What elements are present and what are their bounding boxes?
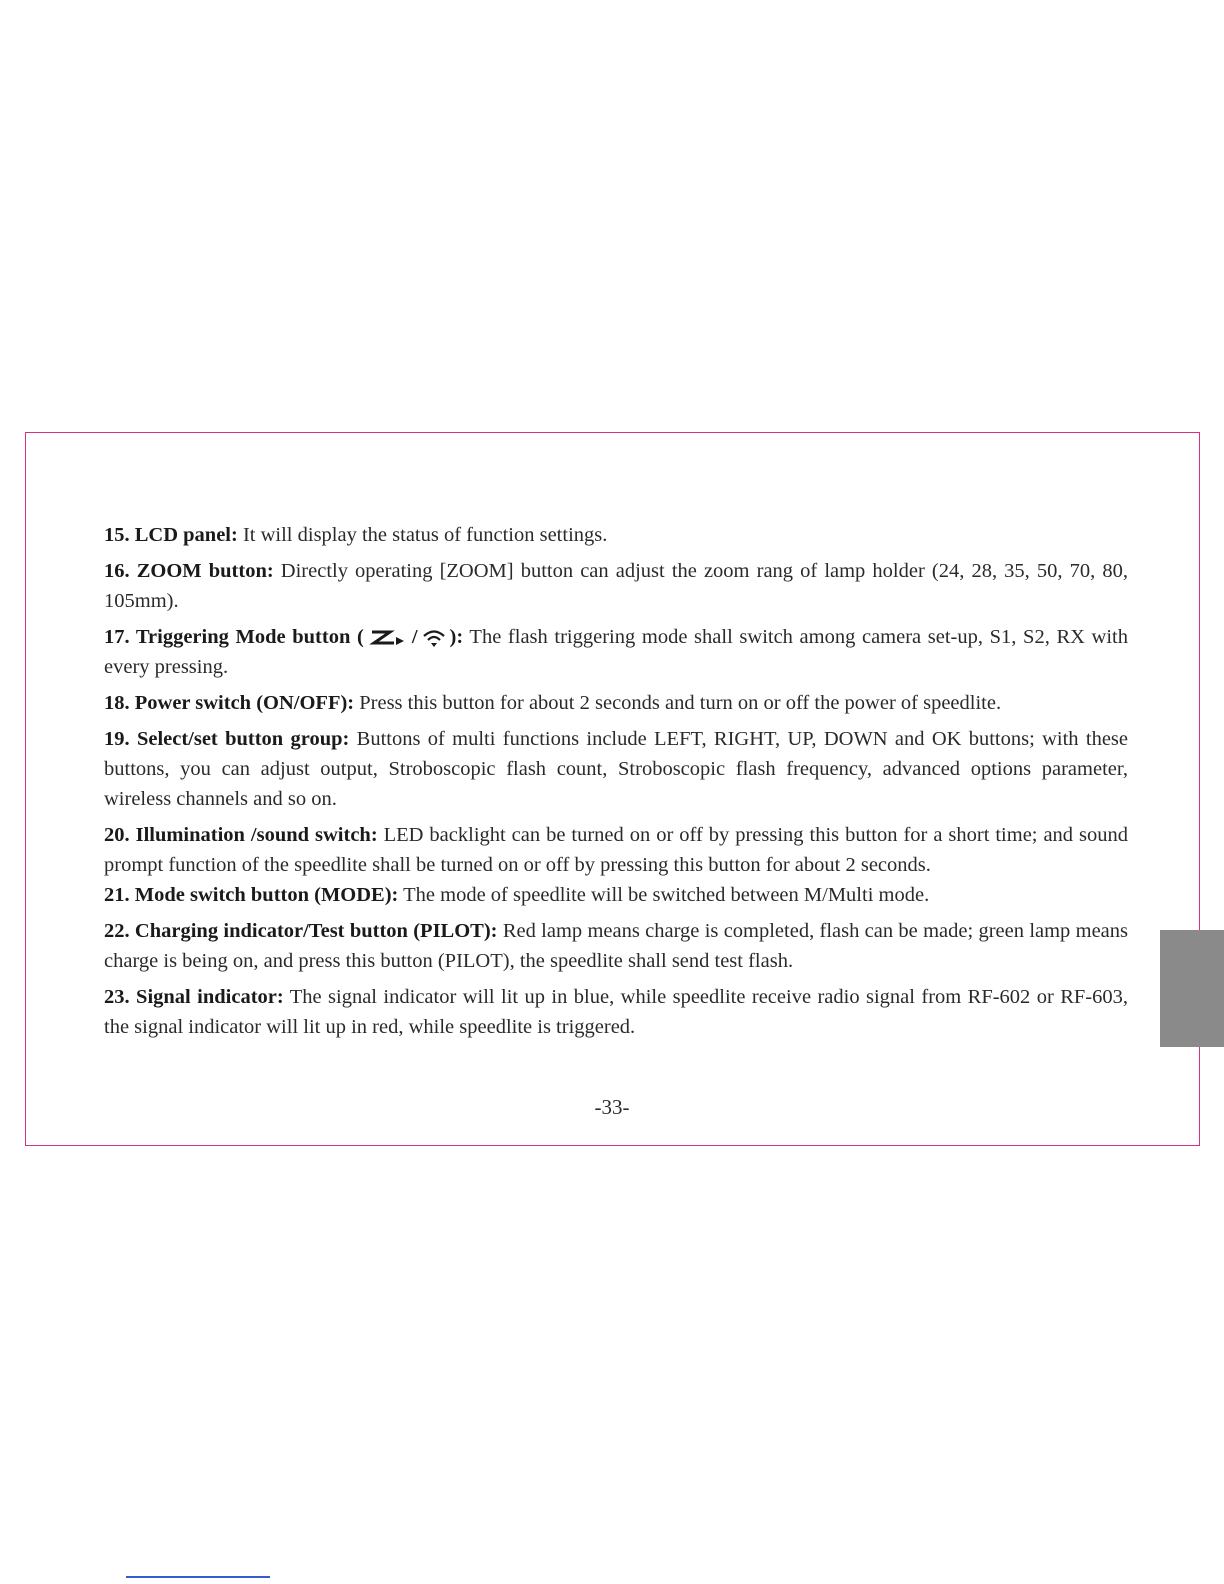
item-label: 21. Mode switch button (MODE): [104, 884, 399, 906]
item-label-pre: 17. Triggering Mode button ( [104, 626, 364, 648]
item-label: 16. ZOOM button: [104, 560, 274, 582]
icon-separator: / [411, 626, 418, 648]
item-text: LED backlight can be turned on or off by pressing this button for a short time; and sound prompt function of the speedlite shall be turned on or off by pressing this button for about 2 seconds. [104, 824, 1128, 876]
item-label: 15. LCD panel: [104, 524, 238, 546]
bottom-line [126, 1576, 270, 1578]
item-21 [104, 880, 1128, 910]
item-text: Red lamp means charge is completed, flash can be made; green lamp means charge is being on, and press this button (PILOT), the speedlite shall send test flash. [104, 920, 1128, 972]
item-text: Buttons of multi functions include LEFT, RIGHT, UP, DOWN and OK buttons; with these buttons, you can adjust output, Stroboscopic flash count, Stroboscopic flash frequency, advanced options parameter, wireless channels and so on. [104, 728, 1128, 810]
item-text: Directly operating [ZOOM] button can adjust the zoom rang of lamp holder (24, 28, 35, 50, 70, 80, 105mm). [104, 560, 1128, 612]
item-15 [104, 520, 1128, 550]
manual-content [104, 520, 1128, 1048]
wireless-icon [422, 628, 446, 648]
item-19 [104, 724, 1128, 814]
item-23 [104, 982, 1128, 1042]
item-22 [104, 916, 1128, 976]
item-text: The mode of speedlite will be switched between M/Multi mode. [398, 884, 930, 906]
item-label: 23. Signal indicator: [104, 986, 284, 1008]
item-label: 18. Power switch (ON/OFF): [104, 692, 355, 714]
item-text: It will display the status of function settings. [237, 524, 608, 546]
item-17 [104, 622, 1128, 682]
page-number: -33- [594, 1095, 630, 1119]
side-tab [1160, 930, 1224, 1047]
item-text: The flash triggering mode shall switch among camera set-up, S1, S2, RX with every pressing. [104, 626, 1129, 678]
item-label: 19. Select/set button group: [104, 728, 350, 750]
item-label-post: ): [449, 626, 464, 648]
item-label: 20. Illumination /sound switch: [104, 824, 378, 846]
item-text: Press this button for about 2 seconds and turn on or off the power of speedlite. [354, 692, 1002, 714]
item-label: 22. Charging indicator/Test button (PILOT): [104, 920, 498, 942]
item-text: The signal indicator will lit up in blue, while speedlite receive radio signal from RF-602 or RF-603, the signal indicator will lit up in red, while speedlite is triggered. [104, 986, 1128, 1038]
item-18 [104, 688, 1128, 718]
zoom-arrow-icon [368, 628, 408, 648]
item-16 [104, 556, 1128, 616]
item-20 [104, 820, 1128, 880]
